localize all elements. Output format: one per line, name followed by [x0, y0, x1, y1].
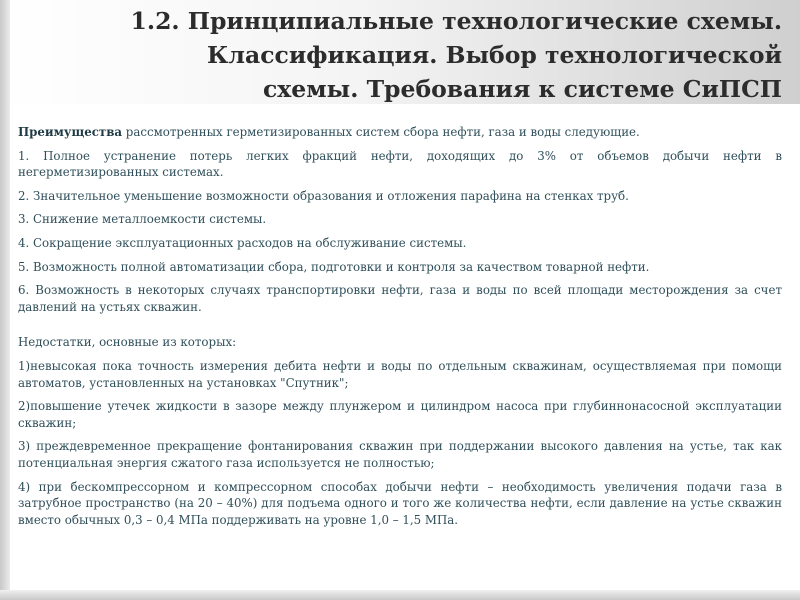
disadvantage-item-1: 1)невысокая пока точность измерения дебита нефти и воды по отдельным скважинам, осуществляемая при помощи автоматов, установленных на установках "Спутник";	[18, 358, 782, 390]
disadvantage-item-2: 2)повышение утечек жидкости в зазоре между плунжером и цилиндром насоса при глубиннонасосной эксплуатации скважин;	[18, 399, 782, 430]
title-line-2: Классификация. Выбор технологической	[207, 41, 782, 69]
left-edge-shade	[0, 0, 10, 600]
advantage-item-4: 4. Сокращение эксплуатационных расходов на обслуживание системы.	[18, 235, 467, 250]
slide-body	[18, 124, 782, 535]
title-line-3: схемы. Требования к системе СиПСП	[262, 75, 782, 103]
disadvantage-item-4: 4) при бескомпрессорном и компрессорном способах добычи нефти – необходимость увеличения подачи газа в затрубное пространство (на 20 – 40%) для подъема одного и того же количества нефти, если давление на устье скважин вместо обычных 0,3 – 0,4 МПа поддерживать на уровне 1,0 – 1,5 МПа.	[18, 479, 782, 527]
title-line-1: 1.2. Принципиальные технологические схемы.	[130, 7, 782, 35]
advantages-intro-text: рассмотренных герметизированных систем сбора нефти, газа и воды следующие.	[122, 125, 640, 139]
advantages-lead: Преимущества	[18, 125, 123, 139]
advantage-item-3: 3. Снижение металлоемкости системы.	[18, 212, 267, 227]
disadvantages-intro: Недостатки, основные из которых:	[18, 335, 237, 350]
advantage-item-2: 2. Значительное уменьшение возможности образования и отложения парафина на стенках труб.	[18, 188, 629, 203]
disadvantage-item-3: 3) преждевременное прекращение фонтанирования скважин при поддержании высокого давления на устье, так как потенциальная энергия сжатого газа используется не полностью;	[18, 439, 782, 470]
slide-title	[62, 4, 782, 106]
bottom-edge-shade	[0, 590, 800, 600]
advantages-intro	[18, 124, 782, 141]
advantage-item-1: 1. Полное устранение потерь легких фракций нефти, доходящих до 3% от объемов добычи нефти в негерметизированных системах.	[18, 148, 782, 180]
advantage-item-6: 6. Возможность в некоторых случаях транспортировки нефти, газа и воды по всей площади месторождения за счет давлений на устьях скважин.	[18, 283, 782, 314]
section-spacer	[18, 322, 782, 334]
advantage-item-5: 5. Возможность полной автоматизации сбора, подготовки и контроля за качеством товарной нефти.	[18, 259, 650, 274]
